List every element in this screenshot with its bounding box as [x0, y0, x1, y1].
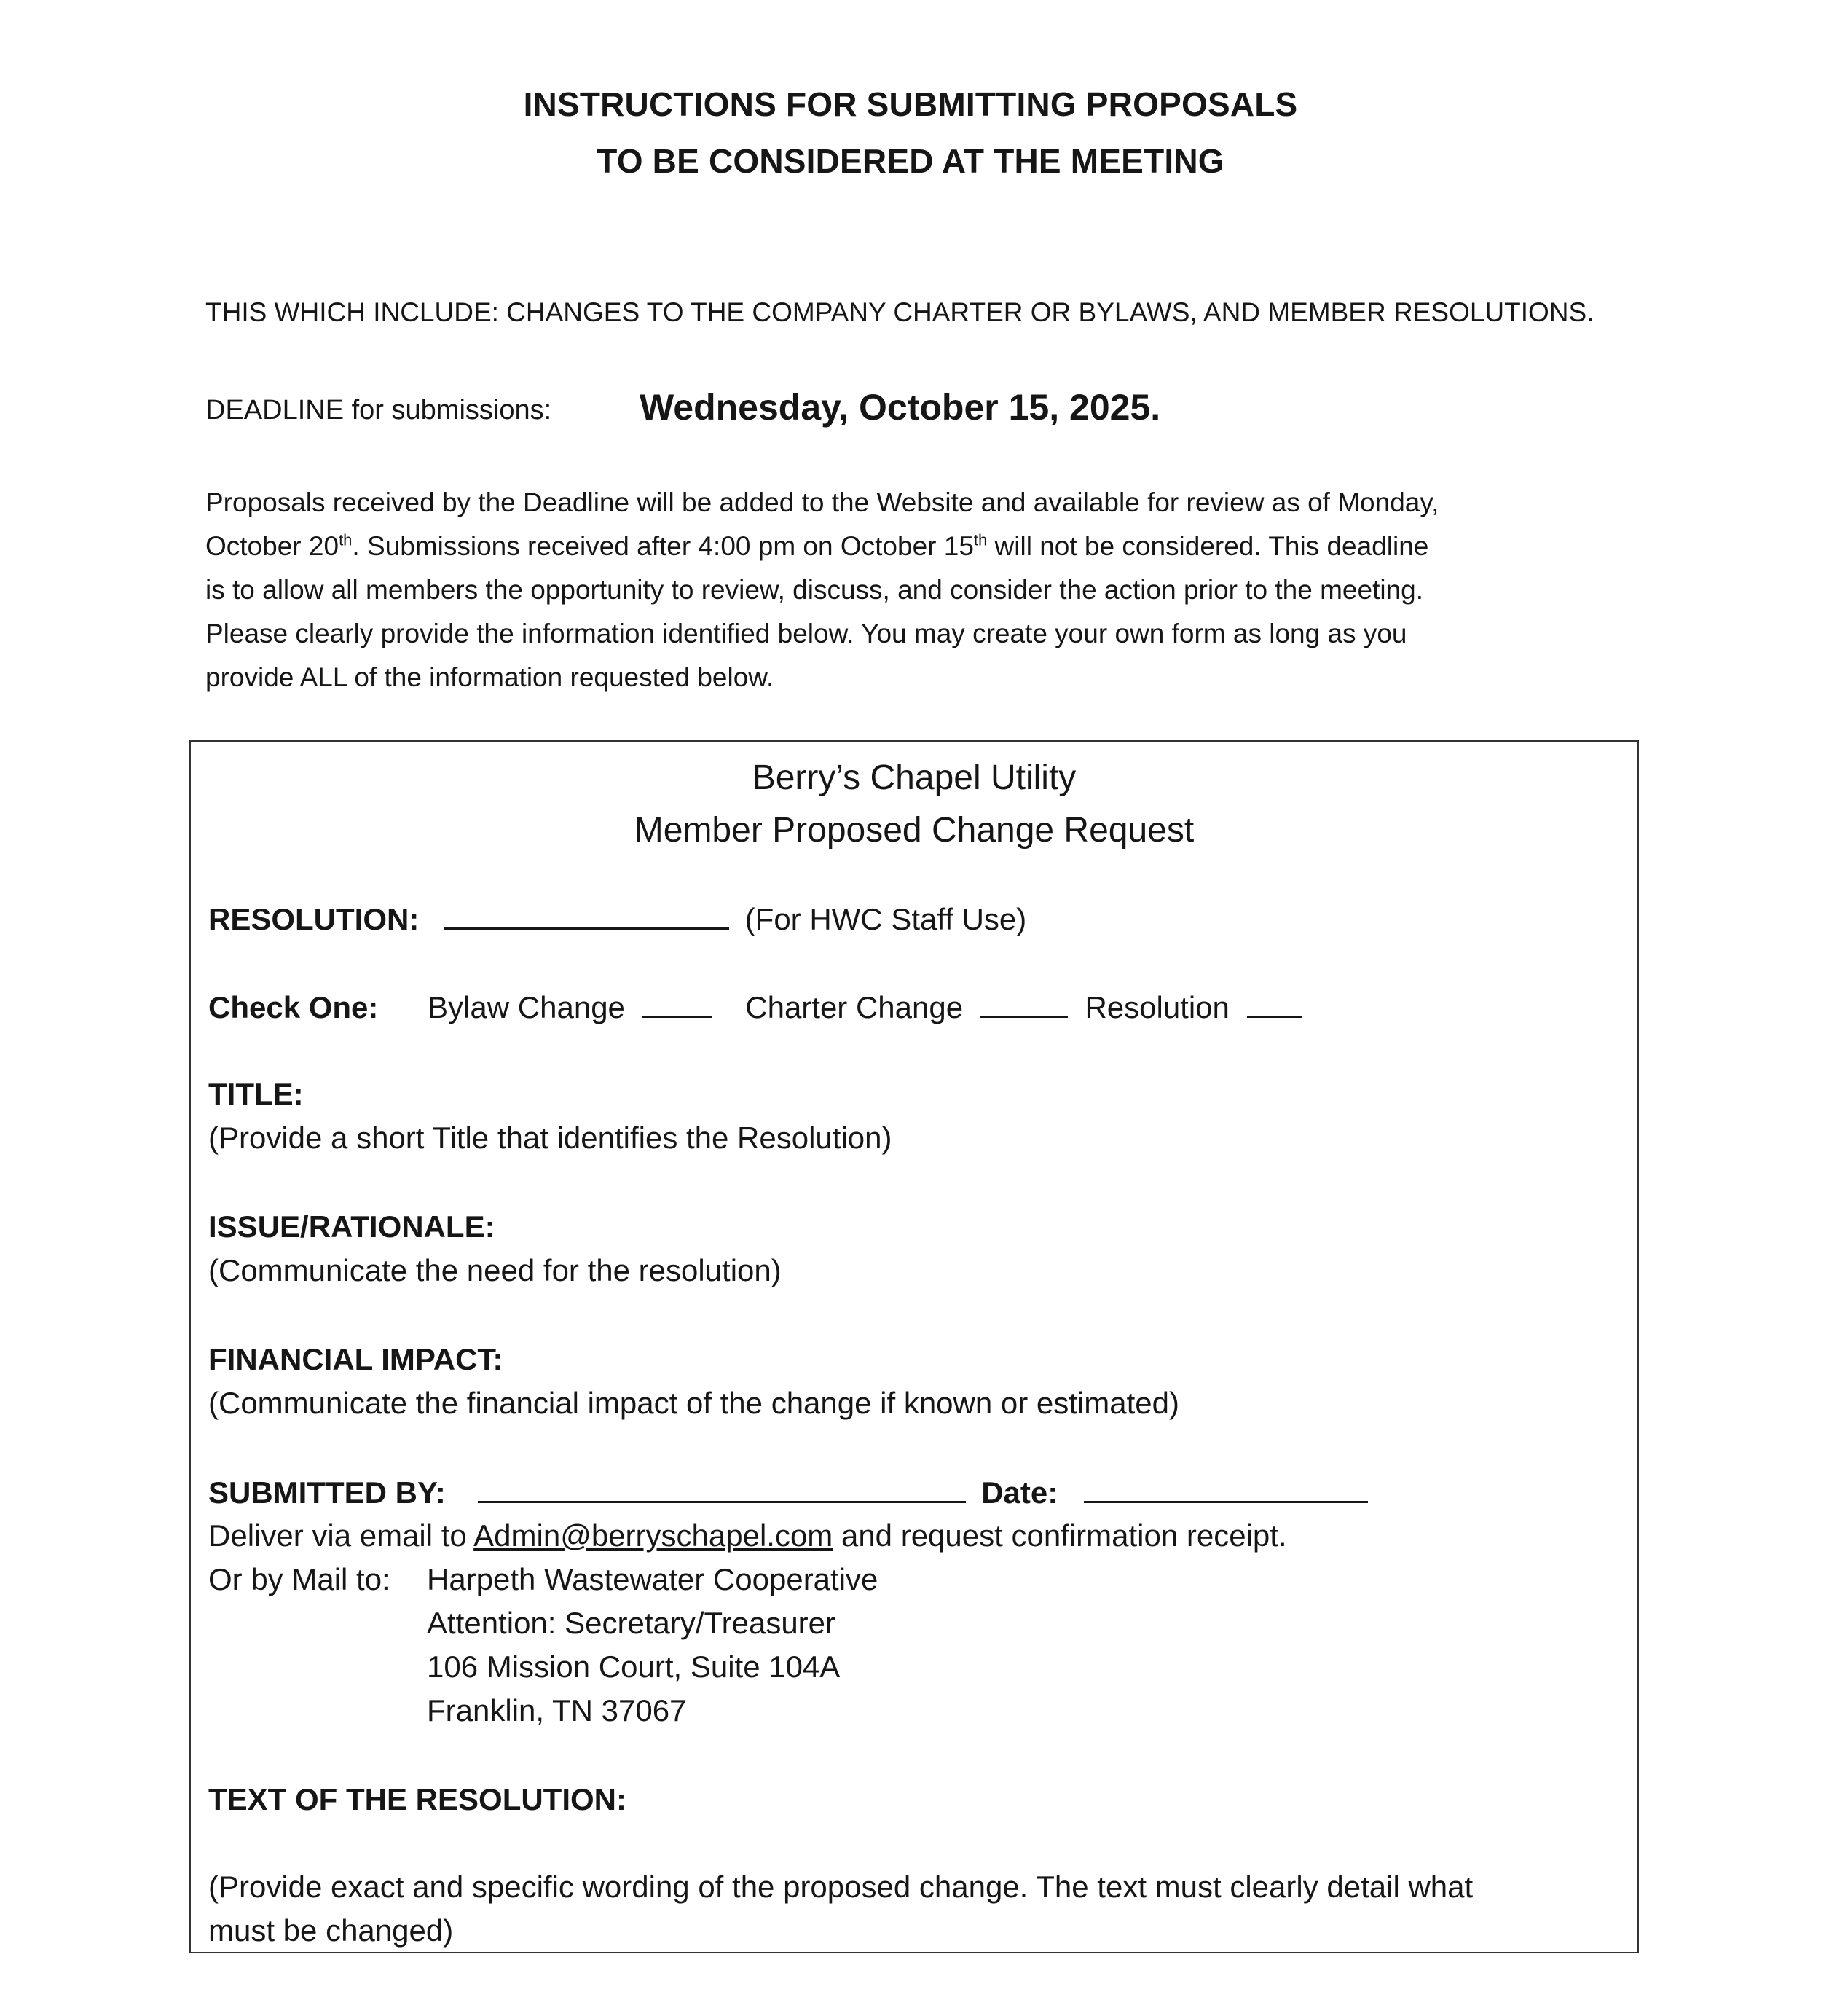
submitted-by-row: [208, 1472, 1368, 1513]
check-one-row: [208, 987, 1302, 1028]
issue-hint: (Communicate the need for the resolution): [208, 1253, 782, 1287]
resolution-note: (For HWC Staff Use): [744, 902, 1027, 936]
issue-label: ISSUE/RATIONALE:: [208, 1209, 495, 1244]
deadline-date: Wednesday, October 15, 2025.: [640, 387, 1161, 428]
email-instructions: [208, 1515, 1287, 1556]
address-line: Harpeth Wastewater Cooperative: [427, 1562, 878, 1596]
charter-change-checkbox[interactable]: [980, 987, 1068, 1018]
financial-hint: (Communicate the financial impact of the change if known or estimated): [208, 1386, 1179, 1420]
instructions-line: provide ALL of the information requested below.: [205, 662, 774, 692]
resolution-label: RESOLUTION:: [208, 902, 420, 936]
deadline-label: DEADLINE for submissions:: [205, 395, 552, 425]
charter-change-option: Charter Change: [745, 990, 964, 1024]
title-hint: (Provide a short Title that identifies the Resolution): [208, 1121, 892, 1155]
scope-statement: THIS WHICH INCLUDE: CHANGES TO THE COMPANY CHARTER OR BYLAWS, AND MEMBER RESOLUTIONS.: [205, 297, 1594, 327]
form-heading: [191, 752, 1637, 857]
title-line-1: INSTRUCTIONS FOR SUBMITTING PROPOSALS: [523, 85, 1298, 123]
resolution-number-field[interactable]: [444, 898, 729, 930]
mailing-address: [427, 1558, 878, 1733]
check-one-label: Check One:: [208, 990, 379, 1024]
change-request-form: [189, 740, 1639, 1953]
bylaw-change-option: Bylaw Change: [428, 990, 625, 1024]
mail-label: Or by Mail to:: [208, 1562, 390, 1596]
resolution-row: [208, 898, 1026, 940]
financial-section-label: [208, 1339, 503, 1380]
address-line: Franklin, TN 37067: [427, 1693, 687, 1727]
date-field[interactable]: [1084, 1472, 1368, 1503]
email-suffix: and request confirmation receipt.: [833, 1518, 1287, 1553]
resolution-text-label: TEXT OF THE RESOLUTION:: [208, 1782, 626, 1816]
page-title: [0, 76, 1821, 189]
resolution-option: Resolution: [1085, 990, 1230, 1024]
instructions-text: . Submissions received after 4:00 pm on October 15: [352, 531, 974, 561]
resolution-checkbox[interactable]: [1247, 987, 1302, 1018]
instructions-line: Please clearly provide the information identified below. You may create your own form as long as you: [205, 619, 1407, 648]
email-link[interactable]: Admin@berryschapel.com: [473, 1518, 833, 1553]
instructions-line: [205, 525, 1619, 568]
deadline-row: [205, 386, 1589, 437]
title-label: TITLE:: [208, 1077, 304, 1111]
organization-name: Berry’s Chapel Utility: [752, 758, 1077, 797]
instructions-line: is to allow all members the opportunity to review, discuss, and consider the action prior to the meeting.: [205, 575, 1424, 605]
instructions-paragraph: [205, 481, 1619, 699]
resolution-text-hint-line: must be changed): [208, 1913, 454, 1948]
title-line-2: TO BE CONSIDERED AT THE MEETING: [597, 142, 1224, 180]
form-title: Member Proposed Change Request: [634, 811, 1195, 850]
resolution-text-section-label: [208, 1779, 626, 1820]
submitted-by-label: SUBMITTED BY:: [208, 1475, 446, 1510]
date-label: Date:: [981, 1475, 1058, 1510]
title-section-label: [208, 1074, 304, 1115]
email-prefix: Deliver via email to: [208, 1518, 474, 1553]
ordinal-suffix: th: [973, 530, 988, 549]
bylaw-change-checkbox[interactable]: [642, 987, 712, 1018]
ordinal-suffix: th: [339, 530, 353, 549]
address-line: 106 Mission Court, Suite 104A: [427, 1650, 841, 1684]
issue-section-label: [208, 1207, 495, 1247]
instructions-text: October 20: [205, 531, 339, 561]
resolution-text-hint-line: (Provide exact and specific wording of the proposed change. The text must clearly detail what: [208, 1870, 1474, 1904]
instructions-text: will not be considered. This deadline: [987, 531, 1429, 561]
financial-label: FINANCIAL IMPACT:: [208, 1342, 503, 1376]
address-line: Attention: Secretary/Treasurer: [427, 1606, 836, 1640]
instructions-line: Proposals received by the Deadline will be added to the Website and available for review as of Monday,: [205, 487, 1439, 517]
submitted-by-field[interactable]: [478, 1472, 966, 1503]
